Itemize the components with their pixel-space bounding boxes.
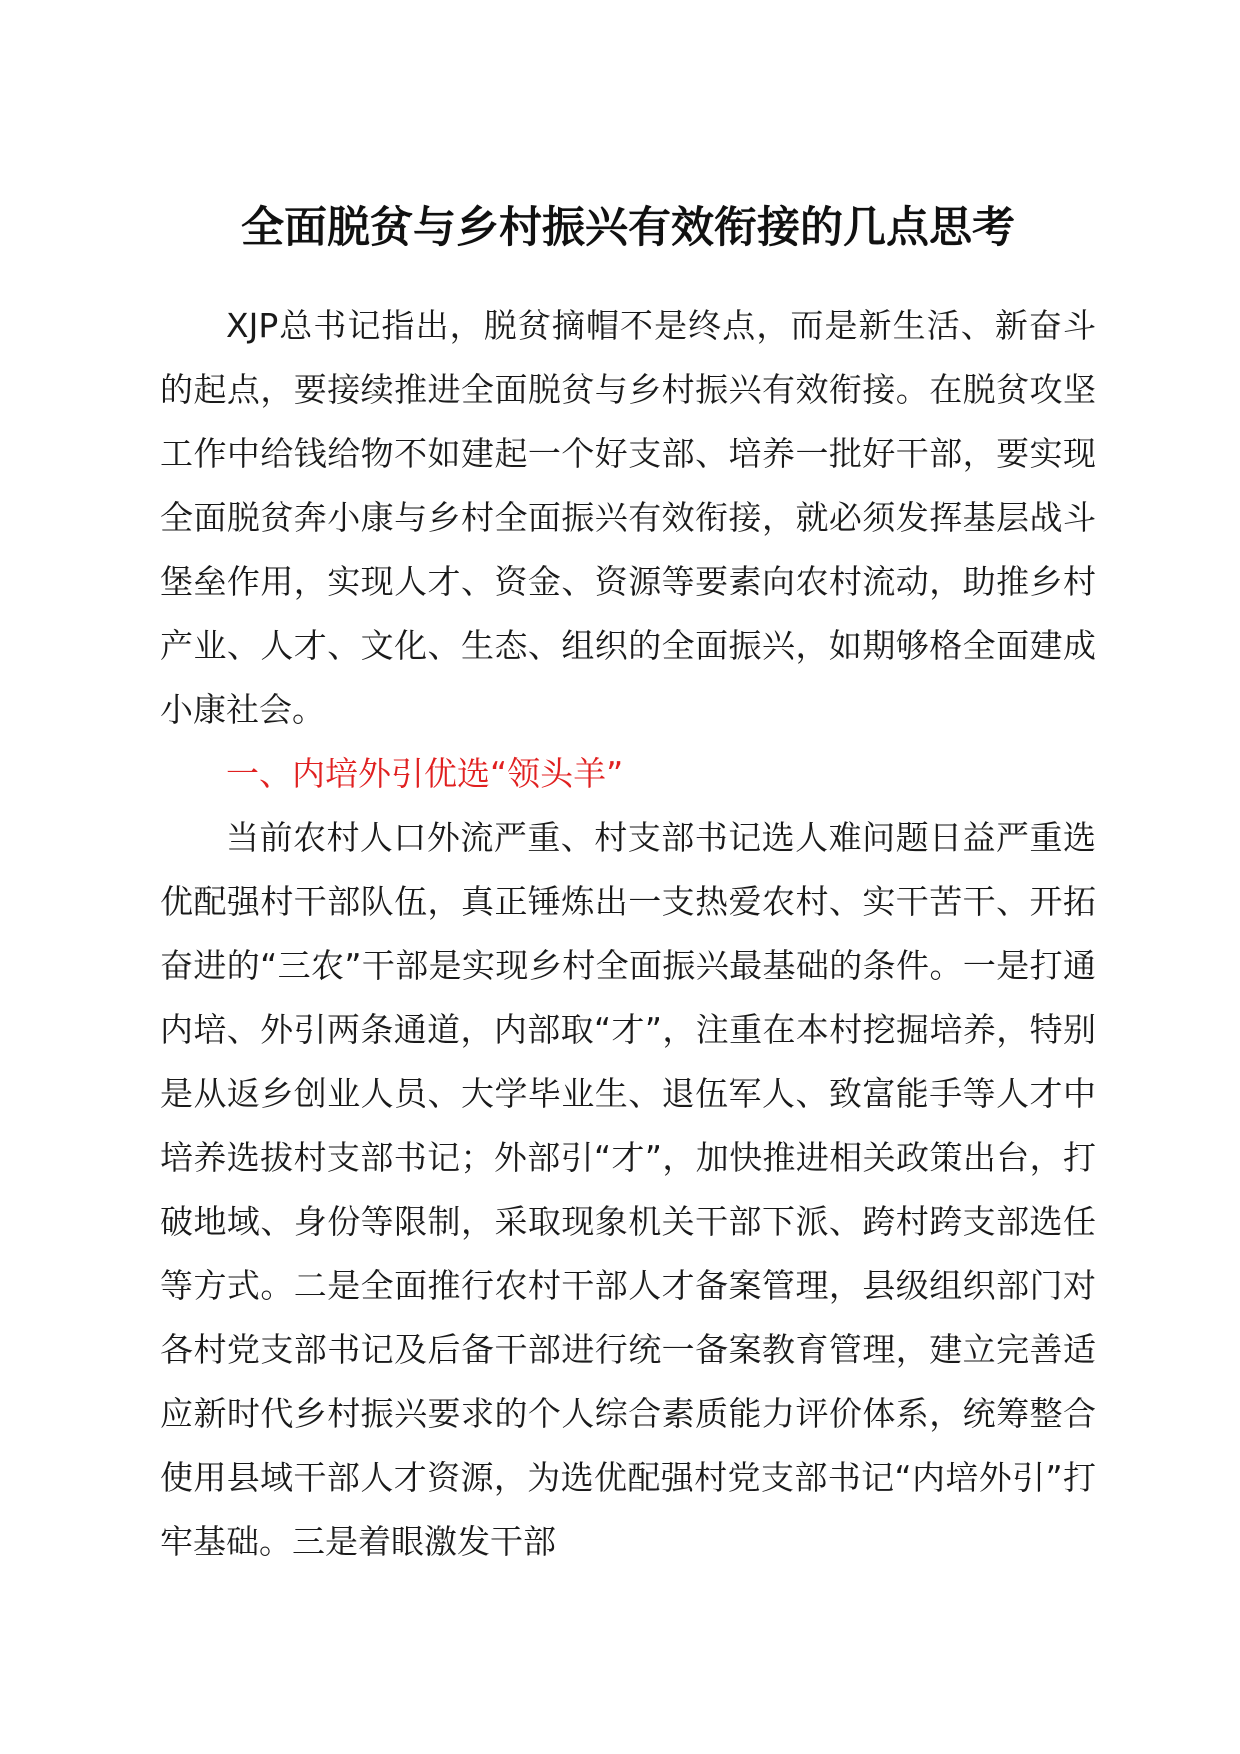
- section-paragraph: 当前农村人口外流严重、村支部书记选人难问题日益严重选优配强村干部队伍，真正锤炼出一支热爱农村、实干苦干、开拓奋进的“三农”干部是实现乡村全面振兴最基础的条件。一是打通内培、外引两条通道，内部取“才”，注重在本村挖掘培养，特别是从返乡创业人员、大学毕业生、退伍军人、致富能手等人才中培养选拔村支部书记；外部引“才”，加快推进相关政策出台，打破地域、身份等限制，采取现象机关干部下派、跨村跨支部选任等方式。二是全面推行农村干部人才备案管理，县级组织部门对各村党支部书记及后备干部进行统一备案教育管理，建立完善适应新时代乡村振兴要求的个人综合素质能力评价体系，统筹整合使用县域干部人才资源，为选优配强村党支部书记“内培外引”打牢基础。三是着眼激发干部: [160, 818, 1096, 1561]
- document-title: 全面脱贫与乡村振兴有效衔接的几点思考: [241, 203, 1015, 253]
- section-heading: 一、内培外引优选“领头羊”: [226, 754, 624, 793]
- intro-paragraph: XJP总书记指出，脱贫摘帽不是终点，而是新生活、新奋斗的起点，要接续推进全面脱贫与乡村振兴有效衔接。在脱贫攻坚工作中给钱给物不如建起一个好支部、培养一批好干部，要实现全面脱贫奔小康与乡村全面振兴有效衔接，就必须发挥基层战斗堡垒作用，实现人才、资金、资源等要素向农村流动，助推乡村产业、人才、文化、生态、组织的全面振兴，如期够格全面建成小康社会。: [160, 306, 1096, 729]
- document-body: [160, 294, 1096, 1574]
